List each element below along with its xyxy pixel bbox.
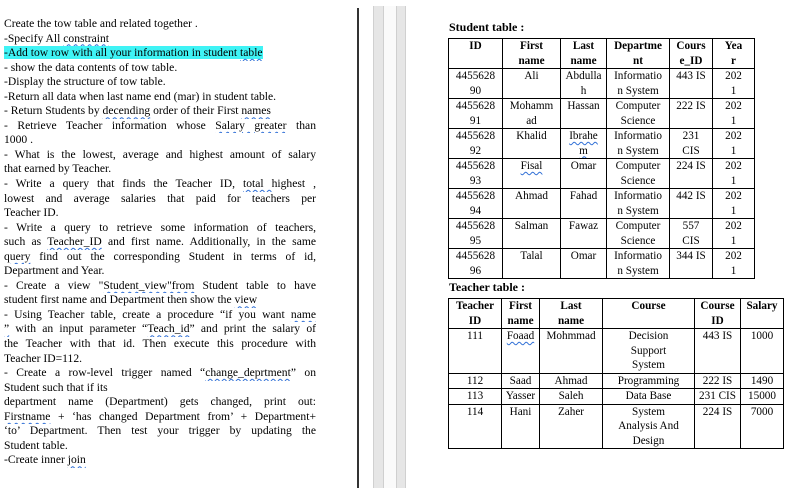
- instruction-line: [4, 235, 316, 250]
- instruction-text: find out the corresponding Student in terms of id,: [30, 249, 316, 263]
- cell-text: 112: [466, 374, 484, 387]
- cell-text: Ahmad: [554, 374, 588, 387]
- cell-text: 202 1: [725, 130, 742, 157]
- instruction-line: [4, 453, 316, 468]
- teacher-table: [448, 298, 784, 449]
- instruction-text: - What is the lowest, average and highest amount of salary: [4, 147, 316, 161]
- student-table-header-row: [449, 39, 755, 69]
- instruction-line: [4, 192, 316, 207]
- page-gutter-inner: [383, 6, 397, 488]
- table-cell: [741, 389, 784, 405]
- teacher-table-header-cell: Course: [603, 299, 695, 329]
- teacher-table-header-row: [449, 299, 784, 329]
- spellcheck-marked-text: decending: [102, 104, 151, 118]
- table-cell: [695, 389, 741, 405]
- instruction-line: [4, 381, 316, 396]
- student-table-header-cell: Cours e_ID: [670, 39, 713, 69]
- cell-text: Salman: [514, 220, 549, 232]
- cell-text: Foaad: [506, 330, 535, 342]
- instruction-text: - Create a view ": [4, 278, 104, 292]
- cell-text: Zaher: [557, 405, 585, 418]
- table-cell: [741, 404, 784, 449]
- student-table-title: Student table :: [449, 20, 525, 34]
- spellcheck-marked-text: total: [243, 177, 272, 191]
- instruction-text: Student table.: [4, 438, 68, 452]
- table-cell: [449, 389, 502, 405]
- cell-text: 4455628 92: [455, 130, 496, 157]
- table-cell: [449, 373, 502, 389]
- instruction-text: department name (Department) gets changed, print out:: [4, 395, 316, 409]
- instruction-text: - Write a query that finds the Teacher ID,: [4, 177, 244, 191]
- instruction-text: ” on: [290, 366, 316, 380]
- cell-text: Saad: [509, 374, 532, 387]
- table-cell: [449, 219, 503, 249]
- cell-text: 202 1: [725, 160, 742, 187]
- table-cell: [449, 129, 503, 159]
- table-cell: [695, 373, 741, 389]
- instruction-text: Student table to have: [194, 278, 316, 292]
- instruction-text: ” and print the salary of: [189, 322, 316, 336]
- instruction-line: [4, 61, 316, 76]
- instruction-text: ‘to’ Department. Then test your trigger by updating the: [4, 424, 316, 438]
- table-cell: [713, 219, 755, 249]
- instruction-text: 1000 .: [4, 133, 33, 147]
- table-row: [449, 389, 784, 405]
- instruction-line: [4, 162, 316, 177]
- instruction-line: [4, 337, 316, 352]
- student-table-header-cell: First name: [503, 39, 561, 69]
- cell-text: Hani: [509, 405, 532, 418]
- teacher-table-header-cell: Last name: [540, 299, 603, 329]
- instruction-line: [4, 250, 316, 265]
- table-cell: [449, 99, 503, 129]
- cell-text: 111: [467, 330, 483, 342]
- table-cell: [603, 404, 695, 449]
- instruction-line: [4, 221, 316, 236]
- student-table-header-cell: Departme nt: [607, 39, 670, 69]
- instruction-text: student first name and Department then show the: [4, 293, 235, 307]
- table-cell: [503, 219, 561, 249]
- spellcheck-marked-text: constraint: [63, 31, 109, 45]
- cell-text: Fawaz: [568, 220, 599, 232]
- instruction-line: [4, 395, 316, 410]
- table-cell: [449, 69, 503, 99]
- instruction-text: - Using Teacher table, create a procedure “if you want: [4, 307, 291, 321]
- table-cell: [503, 69, 561, 99]
- instruction-text: order of their First: [150, 104, 242, 118]
- cell-text: 231 CIS: [682, 130, 700, 157]
- table-cell: [607, 99, 670, 129]
- instruction-text: -Specify All: [4, 31, 64, 45]
- teacher-table-title: Teacher table :: [449, 280, 525, 294]
- table-cell: [603, 389, 695, 405]
- table-cell: [607, 219, 670, 249]
- table-cell: [449, 189, 503, 219]
- cell-text: Talal: [520, 250, 543, 262]
- instruction-text: Student such that if its: [4, 380, 108, 394]
- table-cell: [607, 189, 670, 219]
- table-cell: [603, 373, 695, 389]
- cell-text: 4455628 90: [455, 70, 496, 97]
- cell-text: Saleh: [558, 390, 584, 402]
- table-cell: [607, 249, 670, 279]
- cell-text: 7000: [750, 405, 774, 418]
- cell-text: Mohamm ad: [509, 100, 554, 127]
- instruction-text: - show the data contents of tow table.: [4, 60, 178, 74]
- cell-text: Computer Science: [615, 160, 661, 187]
- spellcheck-marked-text: Firstname: [4, 409, 51, 423]
- student-table-header-cell: ID: [449, 39, 503, 69]
- instruction-text: -Create inner: [4, 453, 68, 467]
- page-margin-line: [357, 8, 359, 488]
- table-cell: [741, 329, 784, 374]
- spellcheck-marked-text: view: [234, 293, 258, 307]
- cell-text: Yasser: [505, 390, 536, 402]
- instruction-line: [4, 17, 316, 32]
- cell-text: Informatio n System: [614, 190, 662, 217]
- spellcheck-marked-text: Teacher_ID: [47, 235, 102, 249]
- cell-text: 202 1: [725, 220, 742, 247]
- cell-text: Data Base: [625, 390, 672, 402]
- table-cell: [713, 159, 755, 189]
- teacher-table-header-cell: Course ID: [695, 299, 741, 329]
- table-cell: [449, 159, 503, 189]
- instruction-text: lowest and average salaries that paid for teachers per: [4, 191, 316, 205]
- table-cell: [713, 189, 755, 219]
- instruction-line: [4, 322, 316, 337]
- table-cell: [670, 99, 713, 129]
- instruction-text: Create the tow table and related together .: [4, 17, 198, 30]
- instruction-line: [4, 279, 316, 294]
- cell-text: Omar: [570, 250, 597, 262]
- cell-text: Computer Science: [615, 220, 661, 247]
- instruction-line: [4, 75, 316, 90]
- table-row: [449, 189, 755, 219]
- cell-text: Computer Science: [615, 100, 661, 127]
- table-cell: [670, 159, 713, 189]
- cell-text: Informatio n System: [614, 70, 662, 97]
- cell-text: Khalid: [516, 130, 547, 142]
- spellcheck-marked-text: Student_view"from: [103, 278, 195, 292]
- instruction-text: Teacher ID=112.: [4, 351, 83, 365]
- table-cell: [503, 99, 561, 129]
- cell-text: 1490: [750, 374, 774, 387]
- table-cell: [561, 99, 607, 129]
- cell-text: 113: [466, 390, 484, 402]
- spellcheck-marked-text: ”: [4, 322, 10, 336]
- cell-text: 202 1: [725, 190, 742, 217]
- table-cell: [561, 159, 607, 189]
- cell-text: Programming: [617, 374, 680, 387]
- cell-text: Mohmmad: [546, 330, 596, 342]
- instruction-text: -Return all data when last name end (mar) in student table.: [4, 89, 277, 103]
- instruction-text: - Create a row-level trigger named “: [4, 366, 206, 380]
- table-cell: [670, 219, 713, 249]
- cell-text: 442 IS: [676, 190, 706, 202]
- table-cell: [670, 129, 713, 159]
- cell-text: 4455628 95: [455, 220, 496, 247]
- table-row: [449, 159, 755, 189]
- teacher-table-header-cell: Salary: [741, 299, 784, 329]
- instruction-line: [4, 133, 316, 148]
- table-row: [449, 404, 784, 449]
- table-cell: [670, 189, 713, 219]
- table-cell: [561, 69, 607, 99]
- table-cell: [540, 404, 603, 449]
- instruction-line: [4, 177, 316, 192]
- cell-text: 222 IS: [676, 100, 706, 112]
- instruction-line: [4, 366, 316, 381]
- cell-text: 1000: [750, 330, 774, 342]
- table-cell: [713, 249, 755, 279]
- table-cell: [502, 404, 540, 449]
- cell-text: 4455628 93: [455, 160, 496, 187]
- table-cell: [540, 389, 603, 405]
- table-cell: [713, 129, 755, 159]
- instruction-text: - Retrieve Teacher information whose: [4, 118, 216, 132]
- cell-text: Fahad: [569, 190, 598, 202]
- table-cell: [607, 129, 670, 159]
- instruction-text: Teacher ID.: [4, 206, 59, 220]
- cell-text: 15000: [748, 390, 776, 402]
- instruction-text: with an input parameter “: [9, 322, 148, 336]
- instruction-text: - Return Students by: [4, 104, 103, 118]
- highlighted-instruction: [4, 46, 263, 59]
- student-table-header-cell: Yea r: [713, 39, 755, 69]
- table-cell: [741, 373, 784, 389]
- instruction-line: [4, 308, 316, 323]
- table-cell: [561, 189, 607, 219]
- table-cell: [695, 404, 741, 449]
- instruction-line: [4, 90, 316, 105]
- instruction-line: [4, 32, 316, 47]
- cell-text: 224 IS: [702, 405, 733, 418]
- instruction-line: [4, 439, 316, 454]
- table-row: [449, 69, 755, 99]
- instructions-text: [4, 17, 316, 468]
- spellcheck-marked-text: change_deprtment: [205, 366, 291, 380]
- instruction-text: than: [286, 118, 316, 132]
- table-cell: [502, 329, 540, 374]
- table-cell: [695, 329, 741, 374]
- table-cell: [713, 69, 755, 99]
- instruction-text: that earned by Teacher.: [4, 162, 112, 176]
- instruction-line: [4, 410, 316, 425]
- instruction-line: [4, 206, 316, 221]
- cell-text: Informatio n System: [614, 130, 662, 157]
- table-cell: [503, 189, 561, 219]
- teacher-table-header-cell: First name: [502, 299, 540, 329]
- instruction-text: highest ,: [271, 177, 316, 191]
- table-cell: [449, 329, 502, 374]
- table-cell: [607, 69, 670, 99]
- cell-text: 114: [466, 405, 484, 418]
- instruction-line: [4, 148, 316, 163]
- cell-text: Abdulla h: [565, 70, 602, 97]
- instruction-line: [4, 293, 316, 308]
- table-cell: [670, 249, 713, 279]
- cell-text: 202 1: [725, 250, 742, 277]
- cell-text: Hassan: [567, 100, 600, 112]
- student-table: [448, 38, 755, 279]
- table-row: [449, 219, 755, 249]
- instruction-text: and first name. Additionally, in the same: [101, 235, 316, 249]
- table-row: [449, 329, 784, 374]
- cell-text: 443 IS: [702, 330, 733, 342]
- table-row: [449, 373, 784, 389]
- instruction-line: [4, 46, 316, 61]
- spellcheck-marked-text: Salary greater: [215, 118, 287, 132]
- table-cell: [449, 249, 503, 279]
- cell-text: 443 IS: [676, 70, 706, 82]
- cell-text: 224 IS: [676, 160, 706, 172]
- cell-text: 222 IS: [702, 374, 733, 387]
- spellcheck-marked-text: join: [67, 453, 86, 467]
- instruction-text: + ‘has changed Department from’ + Department+: [50, 409, 316, 423]
- cell-text: Ali: [524, 70, 539, 82]
- instruction-line: [4, 264, 316, 279]
- cell-text: Decision Support System: [628, 330, 669, 371]
- cell-text: System Analysis And Design: [618, 405, 679, 447]
- cell-text: 344 IS: [676, 250, 706, 262]
- table-cell: [561, 129, 607, 159]
- table-cell: [713, 99, 755, 129]
- spellcheck-marked-text: table: [240, 46, 263, 60]
- table-cell: [603, 329, 695, 374]
- instruction-text: -Display the structure of tow table.: [4, 75, 166, 89]
- table-row: [449, 249, 755, 279]
- cell-text: 202 1: [725, 100, 742, 127]
- instruction-line: [4, 119, 316, 134]
- cell-text: Ibrahe m: [569, 130, 598, 157]
- instruction-line: [4, 352, 316, 367]
- table-cell: [503, 159, 561, 189]
- spellcheck-marked-text: query: [4, 249, 31, 263]
- table-row: [449, 99, 755, 129]
- table-cell: [503, 249, 561, 279]
- cell-text: 4455628 91: [455, 100, 496, 127]
- cell-text: 557 CIS: [682, 220, 700, 247]
- table-cell: [561, 219, 607, 249]
- table-cell: [607, 159, 670, 189]
- student-table-header-cell: Last name: [561, 39, 607, 69]
- instruction-text: -Add tow row with all your information in student: [4, 46, 241, 60]
- cell-text: Fisal: [520, 160, 543, 172]
- instruction-text: - Write a query to retrieve some information of teachers,: [4, 220, 316, 234]
- table-cell: [540, 373, 603, 389]
- cell-text: 4455628 94: [455, 190, 496, 217]
- cell-text: Ahmad: [515, 190, 548, 202]
- table-cell: [540, 329, 603, 374]
- spellcheck-marked-text: names: [241, 104, 271, 118]
- cell-text: 4455628 96: [455, 250, 496, 277]
- cell-text: 202 1: [725, 70, 742, 97]
- cell-text: 231 CIS: [699, 390, 736, 402]
- instruction-line: [4, 104, 316, 119]
- instruction-line: [4, 424, 316, 439]
- cell-text: Informatio n System: [614, 250, 662, 277]
- instruction-text: the Teacher with that id. Then execute this procedure with: [4, 337, 316, 351]
- table-cell: [502, 373, 540, 389]
- table-cell: [561, 249, 607, 279]
- table-cell: [502, 389, 540, 405]
- table-cell: [503, 129, 561, 159]
- cell-text: Omar: [570, 160, 597, 172]
- table-cell: [449, 404, 502, 449]
- teacher-table-header-cell: Teacher ID: [449, 299, 502, 329]
- spellcheck-marked-text: name: [290, 307, 316, 321]
- instruction-text: such as: [4, 235, 48, 249]
- table-row: [449, 129, 755, 159]
- table-cell: [670, 69, 713, 99]
- spellcheck-marked-text: Teach_id: [147, 322, 190, 336]
- instruction-text: Department and Year.: [4, 264, 105, 278]
